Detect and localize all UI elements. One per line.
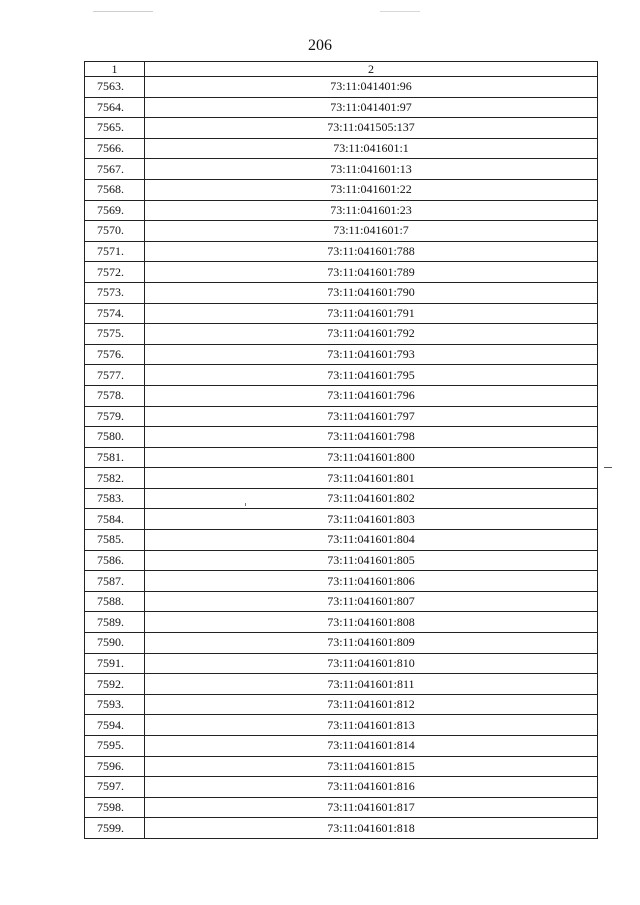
cadastral-number: 73:11:041601:816 [145, 777, 598, 798]
cadastral-number: 73:11:041601:807 [145, 591, 598, 612]
table-row [85, 633, 598, 654]
row-number: 7571. [85, 241, 145, 262]
column-header-2: 2 [145, 62, 598, 77]
table-row [85, 674, 598, 695]
cadastral-number: 73:11:041601:800 [145, 447, 598, 468]
row-number: 7578. [85, 385, 145, 406]
cadastral-number: 73:11:041601:797 [145, 406, 598, 427]
table-row [85, 427, 598, 448]
cadastral-number: 73:11:041601:798 [145, 427, 598, 448]
row-number: 7569. [85, 200, 145, 221]
row-number: 7573. [85, 282, 145, 303]
cadastral-number: 73:11:041601:790 [145, 282, 598, 303]
row-number: 7576. [85, 344, 145, 365]
row-number: 7584. [85, 509, 145, 530]
table-row [85, 324, 598, 345]
table-row [85, 77, 598, 98]
table-header-row [85, 62, 598, 77]
table-row [85, 179, 598, 200]
table-row [85, 468, 598, 489]
table-body [85, 77, 598, 839]
cadastral-number: 73:11:041401:96 [145, 77, 598, 98]
table-row [85, 591, 598, 612]
table-row [85, 138, 598, 159]
row-number: 7568. [85, 179, 145, 200]
row-number: 7567. [85, 159, 145, 180]
table-row [85, 365, 598, 386]
row-number: 7597. [85, 777, 145, 798]
cadastral-number: 73:11:041601:795 [145, 365, 598, 386]
table-row [85, 118, 598, 139]
cadastral-number: 73:11:041601:793 [145, 344, 598, 365]
row-number: 7577. [85, 365, 145, 386]
table-row [85, 447, 598, 468]
row-number: 7588. [85, 591, 145, 612]
cadastral-number: 73:11:041601:7 [145, 221, 598, 242]
cadastral-number: 73:11:041601:815 [145, 756, 598, 777]
cadastral-number: 73:11:041601:23 [145, 200, 598, 221]
row-number: 7596. [85, 756, 145, 777]
row-number: 7590. [85, 633, 145, 654]
cadastral-number: 73:11:041601:809 [145, 633, 598, 654]
table-row [85, 488, 598, 509]
cadastral-number: 73:11:041505:137 [145, 118, 598, 139]
table-row [85, 777, 598, 798]
cadastral-number: 73:11:041401:97 [145, 97, 598, 118]
scan-speck [93, 11, 153, 12]
table-row [85, 221, 598, 242]
row-number: 7563. [85, 77, 145, 98]
cadastral-number: 73:11:041601:804 [145, 530, 598, 551]
row-number: 7599. [85, 818, 145, 839]
table-row [85, 797, 598, 818]
row-number: 7585. [85, 530, 145, 551]
scan-speck [604, 467, 612, 468]
table-row [85, 159, 598, 180]
row-number: 7594. [85, 715, 145, 736]
row-number: 7595. [85, 736, 145, 757]
row-number: 7572. [85, 262, 145, 283]
row-number: 7575. [85, 324, 145, 345]
scan-speck [380, 11, 420, 12]
cadastral-number: 73:11:041601:803 [145, 509, 598, 530]
cadastral-number: 73:11:041601:814 [145, 736, 598, 757]
table-row [85, 612, 598, 633]
cadastral-table [84, 61, 598, 839]
table-row [85, 406, 598, 427]
row-number: 7592. [85, 674, 145, 695]
table-row [85, 530, 598, 551]
row-number: 7598. [85, 797, 145, 818]
table-row [85, 241, 598, 262]
row-number: 7587. [85, 571, 145, 592]
cadastral-number: 73:11:041601:811 [145, 674, 598, 695]
table-row [85, 653, 598, 674]
row-number: 7564. [85, 97, 145, 118]
table-row [85, 97, 598, 118]
table-row [85, 818, 598, 839]
row-number: 7566. [85, 138, 145, 159]
cadastral-number: 73:11:041601:818 [145, 818, 598, 839]
cadastral-number: 73:11:041601:810 [145, 653, 598, 674]
row-number: 7579. [85, 406, 145, 427]
cadastral-number: 73:11:041601:792 [145, 324, 598, 345]
table-row [85, 262, 598, 283]
cadastral-number: 73:11:041601:802 [145, 488, 598, 509]
table-row [85, 282, 598, 303]
cadastral-number: 73:11:041601:796 [145, 385, 598, 406]
table-row [85, 385, 598, 406]
row-number: 7574. [85, 303, 145, 324]
row-number: 7586. [85, 550, 145, 571]
cadastral-number: 73:11:041601:22 [145, 179, 598, 200]
cadastral-number: 73:11:041601:789 [145, 262, 598, 283]
cadastral-number: 73:11:041601:788 [145, 241, 598, 262]
row-number: 7593. [85, 694, 145, 715]
table-row [85, 550, 598, 571]
table-row [85, 509, 598, 530]
cadastral-number: 73:11:041601:813 [145, 715, 598, 736]
table-row [85, 200, 598, 221]
table-row [85, 715, 598, 736]
row-number: 7570. [85, 221, 145, 242]
scan-speck [245, 503, 246, 506]
row-number: 7583. [85, 488, 145, 509]
cadastral-number: 73:11:041601:801 [145, 468, 598, 489]
table-row [85, 344, 598, 365]
cadastral-number: 73:11:041601:812 [145, 694, 598, 715]
table-row [85, 694, 598, 715]
row-number: 7582. [85, 468, 145, 489]
cadastral-number: 73:11:041601:817 [145, 797, 598, 818]
row-number: 7589. [85, 612, 145, 633]
table-row [85, 756, 598, 777]
cadastral-number: 73:11:041601:808 [145, 612, 598, 633]
cadastral-number: 73:11:041601:806 [145, 571, 598, 592]
row-number: 7581. [85, 447, 145, 468]
cadastral-number: 73:11:041601:13 [145, 159, 598, 180]
row-number: 7565. [85, 118, 145, 139]
cadastral-number: 73:11:041601:805 [145, 550, 598, 571]
column-header-1: 1 [85, 62, 145, 77]
table-row [85, 571, 598, 592]
cadastral-number: 73:11:041601:1 [145, 138, 598, 159]
page-number: 206 [308, 37, 332, 54]
row-number: 7580. [85, 427, 145, 448]
table-row [85, 736, 598, 757]
cadastral-number: 73:11:041601:791 [145, 303, 598, 324]
table-row [85, 303, 598, 324]
row-number: 7591. [85, 653, 145, 674]
